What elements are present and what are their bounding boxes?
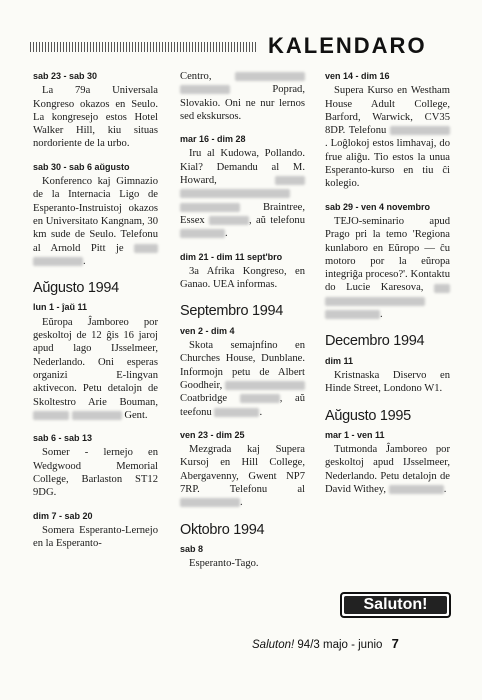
- redacted-text: [33, 257, 83, 266]
- redacted-text: [434, 284, 450, 293]
- issue-info: 94/3 majo - junio: [297, 639, 383, 651]
- redacted-text: [180, 229, 225, 238]
- event-text: La 79a Universala Kongreso okazos en Seulo. La kongresejo estos Hotel Walker Hill, kiu situas nordoriente de la urbo.: [33, 85, 158, 150]
- magazine-name: Saluton!: [252, 639, 295, 651]
- column-3: [325, 70, 450, 496]
- event-text: Iru al Kudowa, Pollando. Kial? Demandu al M. Howard, Braintree, Essex , aŭ telefonu .: [180, 148, 305, 240]
- redacted-text: [180, 498, 240, 507]
- month-heading: Aŭgusto 1994: [33, 280, 119, 297]
- masthead-rule: [30, 42, 258, 52]
- page-footer: [252, 636, 399, 651]
- event-text: Esperanto-Tago.: [189, 558, 259, 570]
- month-heading: Septembro 1994: [180, 303, 284, 320]
- redacted-text: [214, 408, 259, 417]
- month-heading: Aŭgusto 1995: [325, 407, 411, 424]
- event-date: mar 1 - ven 11: [325, 429, 385, 440]
- event-text: Skota semajnfino en Churches House, Dunblane. Informojn petu de Albert Goodheir, Coatbridge , aŭ teefonu .: [180, 340, 305, 418]
- redacted-text: [325, 310, 380, 319]
- logo-text: Saluton!: [344, 596, 447, 614]
- page-title: KALENDARO: [268, 33, 427, 58]
- redacted-text: [180, 203, 240, 212]
- event-text: Eŭropa Ĵamboreo por geskoltoj de 12 ĝis 16 jaroj apud lago IJsselmeer, Nederlando. Oni esperas organizi E-lingvan aktivecon. Petu detalojn de Skoltestro Arie Bouman, Gent.: [33, 316, 158, 421]
- event-text: Somera Esperanto-Lernejo en la Esperanto-: [33, 524, 158, 550]
- event-date: sab 29 - ven 4 novembro: [325, 201, 431, 212]
- redacted-text: [180, 85, 230, 94]
- redacted-text: [325, 297, 425, 306]
- event-text: TEJO-seminario apud Prago pri la temo 'Regiona kunlaboro en Eŭropo — ĉu motoro por la eŭropa integriĝa proceso?'. Kontaktu do Lucie Karesova, .: [325, 215, 450, 321]
- event-date: dim 7 - sab 20: [33, 510, 93, 521]
- redacted-text: [180, 189, 290, 198]
- event-text: Somer - lernejo en Wedgwood Memorial College, Barlaston ST12 9DG.: [33, 447, 158, 499]
- redacted-text: [390, 126, 450, 135]
- event-date: lun 1 - ĵaŭ 11: [33, 302, 88, 313]
- event-date: sab 30 - sab 6 aŭgusto: [33, 161, 130, 172]
- event-date: sab 6 - sab 13: [33, 433, 93, 444]
- event-date: ven 14 - dim 16: [325, 71, 390, 81]
- event-date: dim 11: [325, 355, 354, 366]
- month-heading: Decembro 1994: [325, 333, 425, 350]
- event-date: sab 8: [180, 543, 204, 554]
- event-text: Centro, Poprad, Slovakio. Oni ne nur lernos sed ekskursos.: [180, 71, 305, 122]
- month-heading: Oktobro 1994: [180, 521, 265, 538]
- redacted-text: [33, 411, 69, 420]
- redacted-text: [134, 244, 158, 253]
- event-date: ven 2 - dim 4: [180, 325, 235, 336]
- redacted-text: [389, 485, 444, 494]
- event-text: Mezgrada kaj Supera Kursoj en Hill College, Abergavenny, Gwent NP7 7RP. Telefonu al .: [180, 444, 305, 509]
- column-1: [33, 70, 158, 551]
- event-text: Tutmonda Ĵamboreo por geskoltoj apud IJsselmeer, Nederlando. Petu detalojn de David Withey, .: [325, 444, 450, 496]
- redacted-text: [225, 381, 305, 390]
- event-text: Kristnaska Diservo en Hinde Street, Londono W1.: [325, 369, 450, 395]
- redacted-text: [240, 394, 280, 403]
- redacted-text: [235, 72, 305, 81]
- event-date: ven 23 - dim 25: [180, 429, 245, 440]
- event-date: mar 16 - dim 28: [180, 134, 246, 145]
- event-date: dim 21 - dim 11 sept'bro: [180, 251, 283, 262]
- column-2: [180, 70, 305, 571]
- redacted-text: [209, 216, 249, 225]
- redacted-text: [275, 176, 305, 185]
- redacted-text: [72, 411, 122, 420]
- page-number: 7: [391, 636, 399, 651]
- event-text: Supera Kurso en Westham House Adult College, Barford, Warwick, CV35 8DP. Telefonu . Loĝlokoj estos limhavaj, do frue aliĝu. Tio estos la unua Esperanto-kurso en tiu ĉi kolegio.: [325, 85, 450, 190]
- event-date: sab 23 - sab 30: [33, 71, 98, 81]
- saluton-logo: [340, 592, 451, 618]
- event-text: 3a Afrika Kongreso, en Ganao. UEA informas.: [180, 265, 305, 291]
- event-text: Konferenco kaj Gimnazio de la Internacia Ligo de Esperanto-Instruistoj okazos en Universitato Kangnam, 30 km sude de Seulo. Telefonu al Arnold Pitt je .: [33, 176, 158, 267]
